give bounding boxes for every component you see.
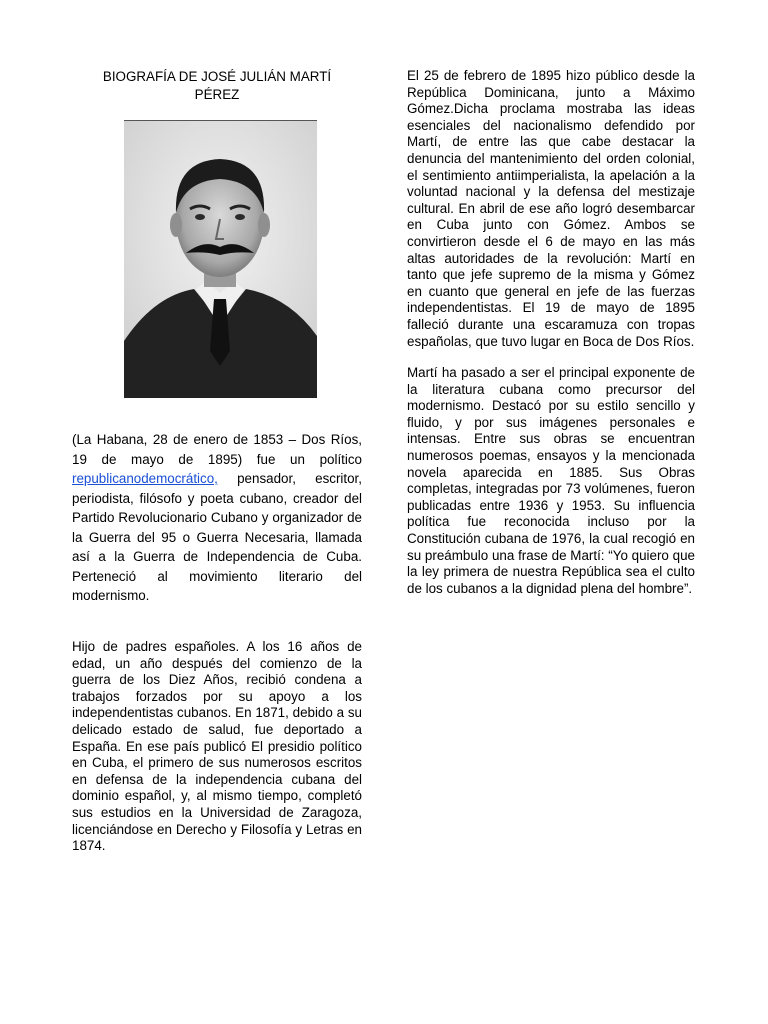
paragraph-febrero: El 25 de febrero de 1895 hizo público desde la República Dominicana, junto a Máximo Gómez.Dicha proclama mostraba las ideas esenciales del nacionalismo defendido por Martí, de entre las que cabe destacar la denuncia del mantenimiento del orden colonial, el sentimiento antiimperialista, la apelación a la voluntad nacional y la defensa del mestizaje cultural. En abril de ese año logró desembarcar en Cuba junto con Gómez. Ambos se convirtieron desde el 6 de mayo en las más altas autoridades de la revolución: Martí en tanto que jefe supremo de la misma y Gómez en cuanto que general en jefe de las fuerzas independentistas. El 19 de mayo de 1895 falleció durante una escaramuza con tropas españolas, que tuvo lugar en Boca de Dos Ríos. <box>407 68 695 349</box>
intro-text-end: pensador, escritor, periodista, filósofo y poeta cubano, creador del Partido Revolucionario Cubano y organizador de la Guerra del 95 o Guerra Necesaria, llamada así a la Guerra de Independencia de Cuba. Perteneció al movimiento literario del modernismo. <box>72 471 362 603</box>
intro-text-start: (La Habana, 28 de enero de 1853 – Dos Ríos, 19 de mayo de 1895) fue un político <box>72 432 362 467</box>
republicanodemocratico-link[interactable]: republicanodemocrático, <box>72 471 218 486</box>
right-column <box>407 66 695 597</box>
title-line-1: BIOGRAFÍA DE JOSÉ JULIÁN MARTÍ <box>102 69 332 84</box>
left-column <box>72 66 362 854</box>
title-line-2: PÉREZ <box>194 87 240 102</box>
paragraph-marti: Martí ha pasado a ser el principal exponente de la literatura cubana como precursor del modernismo. Destacó por su estilo sencillo y fluido, y por sus imágenes personales e intensas. Entre sus obras se encuentran numerosos poemas, ensayos y la mencionada novela aparecida en 1885. Sus Obras completas, integradas por 73 volúmenes, fueron publicadas entre 1936 y 1953. Su influencia política fue reconocida incluso por la Constitución cubana de 1976, la cual recogió en su preámbulo una frase de Martí: “Yo quiero que la ley primera de nuestra República sea el culto de los cubanos a la dignidad plena del hombre”. <box>407 365 695 596</box>
portrait-image <box>124 121 317 398</box>
intro-paragraph <box>72 430 362 606</box>
portrait-photo <box>124 120 317 398</box>
page-title <box>72 68 362 104</box>
paragraph-hijo: Hijo de padres españoles. A los 16 años de edad, un año después del comienzo de la guerra de los Diez Años, recibió condena a trabajos forzados por su apoyo a los independentistas cubanos. En 1871, debido a su delicado estado de salud, fue deportado a España. En ese país publicó El presidio político en Cuba, el primero de sus numerosos escritos en defensa de la independencia cubana del dominio español, y, al mismo tiempo, completó sus estudios en la Universidad de Zaragoza, licenciándose en Derecho y Filosofía y Letras en 1874. <box>72 639 362 854</box>
